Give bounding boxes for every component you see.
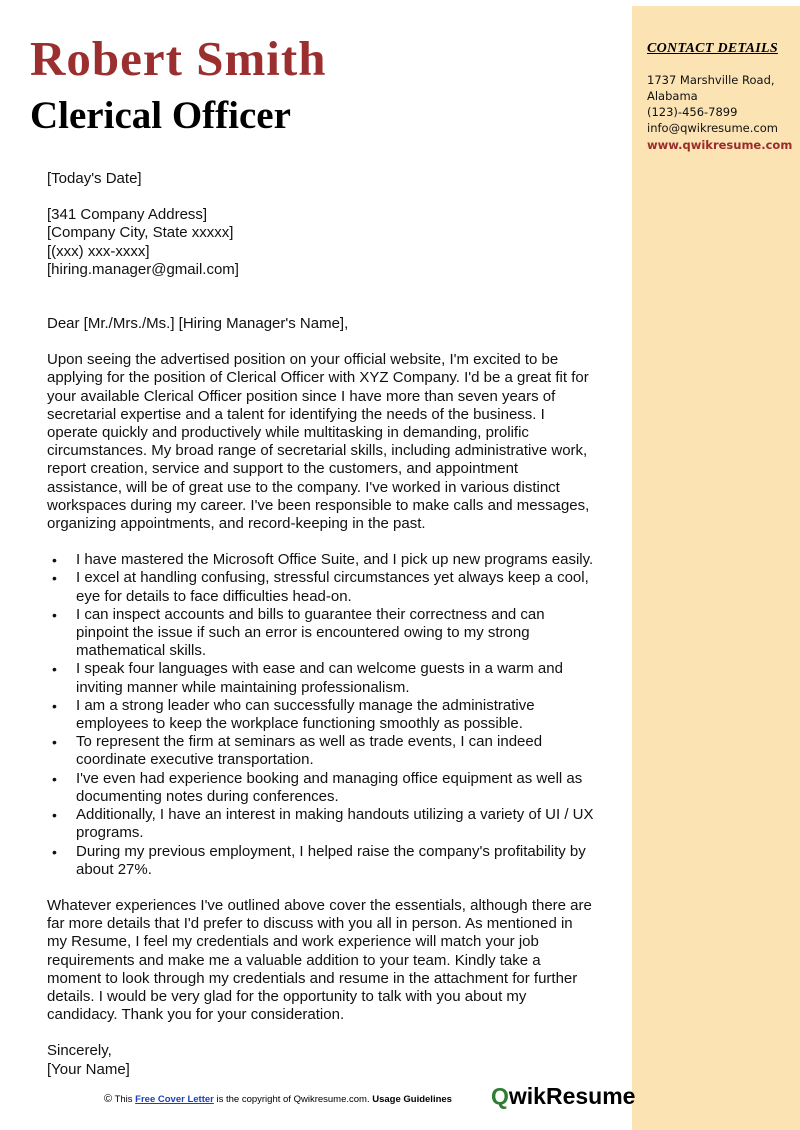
recipient-block [47, 206, 595, 279]
letter-date: [Today's Date] [47, 170, 142, 187]
footer-prefix: This [114, 1094, 133, 1105]
list-item: • Additionally, I have an interest in making handouts utilizing a variety of UI / UX programs. [47, 806, 595, 842]
contact-phone: (123)-456-7899 [647, 105, 738, 119]
free-cover-letter-link[interactable]: Free Cover Letter [135, 1094, 214, 1105]
signature: [Your Name] [47, 1060, 130, 1078]
usage-guidelines-link[interactable]: Usage Guidelines [372, 1094, 452, 1105]
contact-address-line1: 1737 Marshville Road, [647, 73, 775, 87]
logo-q: Q [491, 1083, 509, 1109]
recipient-phone: [(xxx) xxx-xxxx] [47, 242, 150, 260]
closing-paragraph: Whatever experiences I've outlined above cover the essentials, although there are far more details that I'd prefer to discuss with you all in person. As mentioned in my Resume, I feel my credentials and work experience will match your job requirements and make me a valuable addition to your team. Kindly take a moment to look through my credentials and resume in the attachment for further details. I would be very glad for the opportunity to talk with you about my candidacy. Thank you for your consideration. [47, 896, 592, 1024]
job-title: Clerical Officer [30, 94, 291, 137]
recipient-address: [341 Company Address] [47, 206, 208, 224]
letter-body [47, 170, 595, 1079]
recipient-email: [hiring.manager@gmail.com] [47, 260, 239, 278]
contact-details-heading: CONTACT DETAILS [647, 41, 778, 56]
list-item: • I am a strong leader who can successfully manage the administrative employees to keep the workplace functioning smoothly as possible. [47, 697, 595, 733]
contact-website[interactable]: www.qwikresume.com [647, 138, 793, 152]
contact-address-line2: Alabama [647, 89, 698, 103]
list-item: • I have mastered the Microsoft Office Suite, and I pick up new programs easily. [47, 551, 595, 569]
list-item: • I speak four languages with ease and can welcome guests in a warm and inviting manner while maintaining professionalism. [47, 660, 595, 696]
footer-middle: is the copyright of Qwikresume.com. [216, 1094, 370, 1105]
list-item: • To represent the firm at seminars as well as trade events, I can indeed coordinate executive transportation. [47, 733, 595, 769]
recipient-city-state: [Company City, State xxxxx] [47, 224, 234, 242]
copyright-icon: © [104, 1093, 113, 1105]
qwikresume-logo [491, 1083, 635, 1110]
signoff: Sincerely, [47, 1042, 112, 1060]
list-item: • I excel at handling confusing, stressful circumstances yet always keep a cool, eye for details to face difficulties head-on. [47, 569, 595, 605]
contact-email[interactable]: info@qwikresume.com [647, 121, 778, 135]
list-item: • I've even had experience booking and managing office equipment as well as documenting notes during conferences. [47, 770, 595, 806]
list-item: • During my previous employment, I helped raise the company's profitability by about 27%. [47, 843, 595, 879]
intro-paragraph: Upon seeing the advertised position on your official website, I'm excited to be applying for the position of Clerical Officer with XYZ Company. I'd be a great fit for your available Clerical Officer position since I have more than seven years of secretarial expertise and a talent for identifying the needs of the business. I operate quickly and productively while multitasking in demanding, prolific circumstances. My broad range of secretarial skills, including administrative work, report creation, service and support to the customers, and appointment assistance, will be of great use to the company. I've worked in various distinct workspaces during my career. I've been responsible to make calls and messages, organizing appointments, and record-keeping in the past. [47, 351, 590, 533]
skills-list [47, 551, 595, 879]
contact-sidebar [632, 6, 800, 1130]
footer-copyright [104, 1093, 452, 1105]
salutation: Dear [Mr./Mrs./Ms.] [Hiring Manager's Name], [47, 315, 349, 333]
list-item: • I can inspect accounts and bills to guarantee their correctness and can pinpoint the issue if such an error is encountered owing to my strong mathematical skills. [47, 606, 595, 661]
logo-rest: wikResume [508, 1083, 636, 1109]
applicant-name: Robert Smith [30, 31, 327, 86]
